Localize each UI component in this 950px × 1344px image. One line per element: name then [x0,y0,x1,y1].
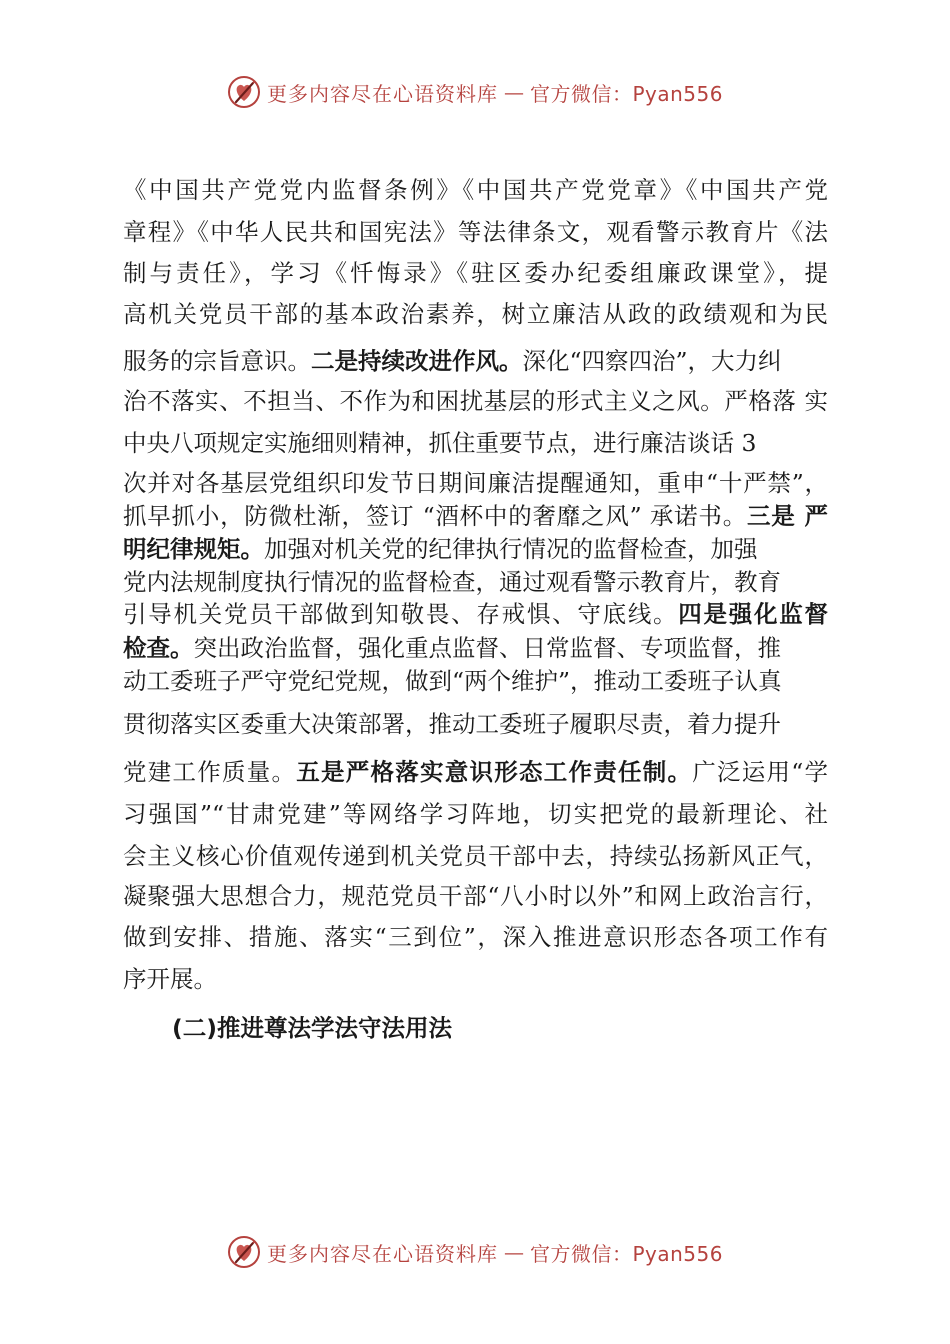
text-segment: 突出政治监督，强化重点监督、日常监督、专项监督，推 [193,634,781,662]
text-line [123,667,782,695]
heart-pen-logo-icon [227,75,261,109]
text-segment: 次并对各基层党组织印发节日期间廉洁提醒通知，重申“十严禁”， [123,469,828,497]
text-line [123,429,756,457]
text-line [123,965,217,993]
text-line [123,800,828,828]
text-segment: 贯彻落实区委重大决策部署，推动工委班子履职尽责，着力提升 [123,710,781,738]
text-segment: 中央八项规定实施细则精神，抓住重要节点，进行廉洁谈话 3 [123,429,757,457]
header-wechat: 官方微信：Pyan556 [529,81,723,106]
text-segment: 党内法规制度执行情况的监督检查，通过观看警示教育片，教育 [123,568,781,596]
text-line [123,842,828,870]
text-segment: 高机关党员干部的基本政治素养，树立廉洁从政的政绩观和为民 [123,300,828,328]
bold-text-segment: 四是强化监督 [678,600,829,628]
footer-wechat: 官方微信：Pyan556 [529,1241,723,1266]
text-segment: 做到安排、措施、落实“三到位”，深入推进意识形态各项工作有 [123,923,828,951]
text-line [123,387,828,415]
heart-pen-logo-icon [227,1235,261,1269]
text-segment: 引导机关党员干部做到知敬畏、存戒惧、守底线。 [123,600,679,628]
text-line [123,469,828,497]
text-line [123,758,828,786]
text-line [123,634,781,662]
text-line [123,882,828,910]
text-segment: 抓早抓小，防微杜渐，签订 “酒杯中的奢靡之风” 承诺书。 [123,502,747,530]
bold-text-segment: 五是严格落实意识形态工作责任制。 [296,758,693,786]
footer-separator: — [503,1240,524,1264]
text-segment: 习强国”“甘肃党建”等网络学习阵地，切实把党的最新理论、社 [123,800,828,828]
header-separator: — [503,80,524,104]
text-line [123,502,828,530]
text-segment: 章程》《中华人民共和国宪法》等法律条文，观看警示教育片《法 [123,218,828,246]
bold-text-segment: 二是持续改进作风。 [311,347,523,375]
bold-text-segment: 明纪律规矩。 [123,535,264,563]
text-segment: 《中国共产党党内监督条例》《中国共产党党章》《中国共产党 [123,176,828,204]
text-line [123,535,758,563]
text-segment: 党建工作质量。 [123,758,297,786]
text-segment: 治不落实、不担当、不作为和困扰基层的形式主义之风。严格落 实 [123,387,828,415]
text-segment: 会主义核心价值观传递到机关党员干部中去，持续弘扬新风正气， [123,842,828,870]
header-brand: 更多内容尽在心语资料库 [266,81,498,106]
text-segment: 序开展。 [123,965,217,993]
text-segment: 广泛运用“学 [692,758,829,786]
text-segment: 制与责任》，学习《忏悔录》《驻区委办纪委组廉政课堂》，提 [123,259,828,287]
text-line [123,923,828,951]
text-segment: 服务的宗旨意识。 [123,347,311,375]
footer-brand: 更多内容尽在心语资料库 [266,1241,498,1266]
text-line [123,347,782,375]
text-segment: 加强对机关党的纪律执行情况的监督检查，加强 [264,535,758,563]
footer-banner [0,1232,950,1272]
text-segment: 动工委班子严守党纪党规，做到“两个维护”，推动工委班子认真 [123,667,782,695]
text-line [123,176,828,204]
text-line [123,568,781,596]
header-banner [0,72,950,112]
bold-text-segment: 检查。 [123,634,194,662]
bold-text-segment: 三是 严 [746,502,829,530]
text-line [123,710,781,738]
text-segment: 凝聚强大思想合力，规范党员干部“八小时以外”和网上政治言行， [123,882,828,910]
text-line [123,300,828,328]
text-line [123,259,828,287]
text-line [123,600,828,628]
section-heading: (二)推进尊法学法守法用法 [172,1014,452,1042]
text-segment: 深化“四察四治”，大力纠 [522,347,782,375]
text-line [123,218,828,246]
